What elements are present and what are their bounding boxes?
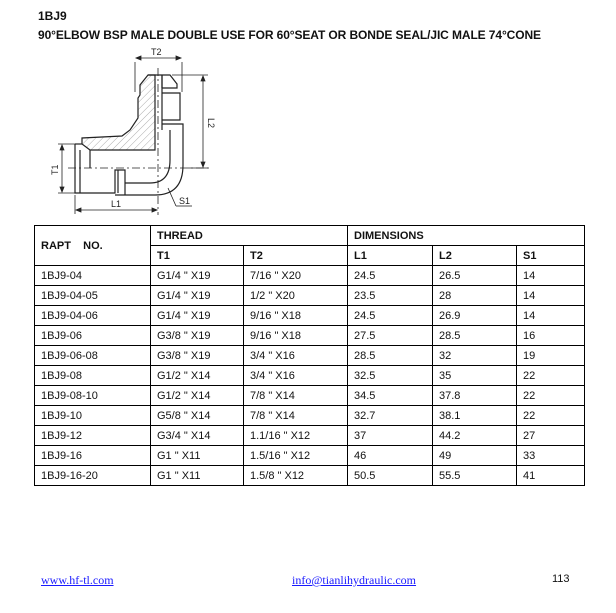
cell-l2: 55.5 — [433, 466, 517, 486]
website-link[interactable]: www.hf-tl.com — [41, 573, 114, 587]
cell-l2: 35 — [433, 366, 517, 386]
cell-l1: 37 — [348, 426, 433, 446]
cell-t1: G1/4 " X19 — [151, 286, 244, 306]
header-thread: THREAD — [151, 226, 348, 246]
header-s1: S1 — [517, 246, 585, 266]
cell-t2: 7/8 " X14 — [244, 386, 348, 406]
t2-label: T2 — [151, 47, 162, 57]
cell-t2: 7/16 " X20 — [244, 266, 348, 286]
cell-t2: 9/16 " X18 — [244, 306, 348, 326]
table-row — [35, 466, 585, 486]
cell-l2: 32 — [433, 346, 517, 366]
cell-t1: G1/2 " X14 — [151, 366, 244, 386]
page-number: 113 — [552, 573, 570, 585]
cell-t1: G1/2 " X14 — [151, 386, 244, 406]
cell-t2: 3/4 " X16 — [244, 346, 348, 366]
cell-t2: 1.5/16 " X12 — [244, 446, 348, 466]
cell-l1: 27.5 — [348, 326, 433, 346]
cell-l1: 24.5 — [348, 306, 433, 326]
product-code: 1BJ9 — [38, 9, 67, 23]
cell-t1: G1 " X11 — [151, 446, 244, 466]
table-row — [35, 346, 585, 366]
cell-s1: 14 — [517, 306, 585, 326]
cell-s1: 22 — [517, 406, 585, 426]
cell-t2: 1.5/8 " X12 — [244, 466, 348, 486]
dimensions-table — [34, 225, 585, 486]
cell-l2: 38.1 — [433, 406, 517, 426]
cell-s1: 14 — [517, 286, 585, 306]
header-part-no: RAPT NO. — [35, 226, 151, 266]
header-t1: T1 — [151, 246, 244, 266]
cell-l2: 26.5 — [433, 266, 517, 286]
table-row — [35, 446, 585, 466]
l2-label: L2 — [206, 118, 216, 129]
cell-part: 1BJ9-08 — [35, 366, 151, 386]
cell-part: 1BJ9-08-10 — [35, 386, 151, 406]
cell-l2: 49 — [433, 446, 517, 466]
s1-label: S1 — [179, 196, 191, 206]
cell-l2: 26.9 — [433, 306, 517, 326]
header-l1: L1 — [348, 246, 433, 266]
cell-part: 1BJ9-12 — [35, 426, 151, 446]
cell-t1: G1/4 " X19 — [151, 306, 244, 326]
cell-l1: 23.5 — [348, 286, 433, 306]
cell-l2: 37.8 — [433, 386, 517, 406]
cell-l1: 28.5 — [348, 346, 433, 366]
cell-t2: 3/4 " X16 — [244, 366, 348, 386]
cell-t1: G1/4 " X19 — [151, 266, 244, 286]
header-t2: T2 — [244, 246, 348, 266]
table-row — [35, 386, 585, 406]
cell-t1: G1 " X11 — [151, 466, 244, 486]
cell-t2: 9/16 " X18 — [244, 326, 348, 346]
product-title: 90°ELBOW BSP MALE DOUBLE USE FOR 60°SEAT OR BONDE SEAL/JIC MALE 74°CONE — [38, 28, 541, 42]
cell-s1: 14 — [517, 266, 585, 286]
cell-t2: 7/8 " X14 — [244, 406, 348, 426]
cell-s1: 27 — [517, 426, 585, 446]
l1-label: L1 — [111, 199, 122, 209]
cell-l2: 28.5 — [433, 326, 517, 346]
cell-l1: 46 — [348, 446, 433, 466]
table-row — [35, 426, 585, 446]
cell-t2: 1/2 " X20 — [244, 286, 348, 306]
table-row — [35, 286, 585, 306]
cell-s1: 41 — [517, 466, 585, 486]
cell-l2: 28 — [433, 286, 517, 306]
cell-t1: G3/8 " X19 — [151, 326, 244, 346]
t1-label: T1 — [50, 164, 60, 175]
table-row — [35, 326, 585, 346]
table-row — [35, 406, 585, 426]
cell-part: 1BJ9-04-06 — [35, 306, 151, 326]
cell-l2: 44.2 — [433, 426, 517, 446]
table-row — [35, 266, 585, 286]
cell-part: 1BJ9-06-08 — [35, 346, 151, 366]
cell-t1: G3/8 " X19 — [151, 346, 244, 366]
elbow-fitting-drawing — [0, 0, 230, 220]
cell-part: 1BJ9-10 — [35, 406, 151, 426]
cell-part: 1BJ9-04-05 — [35, 286, 151, 306]
email-link[interactable]: info@tianlihydraulic.com — [292, 573, 417, 587]
cell-part: 1BJ9-16-20 — [35, 466, 151, 486]
cell-s1: 16 — [517, 326, 585, 346]
cell-l1: 34.5 — [348, 386, 433, 406]
cell-t1: G3/4 " X14 — [151, 426, 244, 446]
cell-s1: 22 — [517, 366, 585, 386]
cell-s1: 33 — [517, 446, 585, 466]
cell-part: 1BJ9-04 — [35, 266, 151, 286]
cell-l1: 50.5 — [348, 466, 433, 486]
cell-t1: G5/8 " X14 — [151, 406, 244, 426]
cell-s1: 19 — [517, 346, 585, 366]
header-l2: L2 — [433, 246, 517, 266]
table-row — [35, 306, 585, 326]
cell-l1: 32.5 — [348, 366, 433, 386]
cell-l1: 24.5 — [348, 266, 433, 286]
cell-l1: 32.7 — [348, 406, 433, 426]
cell-s1: 22 — [517, 386, 585, 406]
cell-part: 1BJ9-16 — [35, 446, 151, 466]
table-row — [35, 366, 585, 386]
cell-t2: 1.1/16 " X12 — [244, 426, 348, 446]
header-dimensions: DIMENSIONS — [348, 226, 585, 246]
cell-part: 1BJ9-06 — [35, 326, 151, 346]
